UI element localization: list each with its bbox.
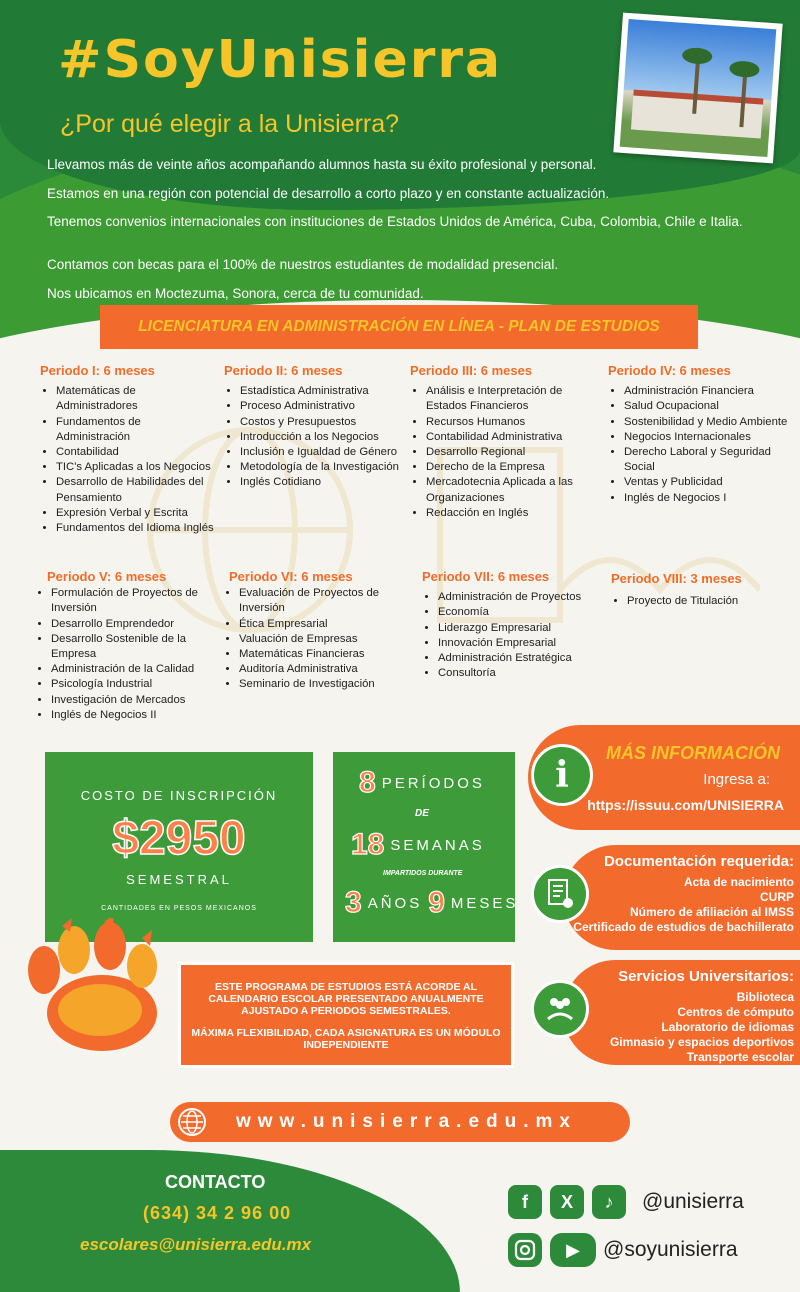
program-banner: LICENCIATURA EN ADMINISTRACIÓN EN LÍNEA - PLAN DE ESTUDIOS: [100, 305, 698, 349]
services-heading: Servicios Universitarios:: [618, 968, 794, 985]
info-icon: i: [531, 744, 593, 806]
people-icon: [531, 980, 589, 1038]
course-item: • Salud Ocupacional: [624, 399, 793, 414]
course-item: • Costos y Presupuestos: [240, 415, 399, 430]
period-title: Periodo IV: 6 meses: [608, 363, 731, 378]
tiktok-icon[interactable]: ♪: [592, 1185, 626, 1219]
course-item: • Investigación de Mercados: [51, 693, 210, 708]
course-item: • Formulación de Proyectos de Inversión: [51, 586, 210, 616]
document-item: CURP: [759, 890, 794, 904]
course-item: • Seminario de Investigación: [239, 677, 398, 692]
course-item: • Economía: [438, 605, 602, 620]
course-item: • Desarrollo de Habilidades del Pensamiento: [56, 475, 215, 505]
document-item: Certificado de estudios de bachillerato: [573, 920, 794, 934]
cost-price: $2950: [112, 812, 246, 865]
document-item: Número de afiliación al IMSS: [629, 905, 794, 919]
notice-text-2: MÁXIMA FLEXIBILIDAD, CADA ASIGNATURA ES UN MÓDULO INDEPENDIENTE: [191, 1027, 501, 1051]
course-item: • Sostenibilidad y Medio Ambiente: [624, 415, 793, 430]
period-title: Periodo III: 6 meses: [410, 363, 533, 378]
period-5: [35, 569, 210, 723]
course-item: • Fundamentos de Administración: [56, 415, 215, 445]
service-item: Transporte escolar: [686, 1050, 794, 1064]
course-item: • Contabilidad: [56, 445, 215, 460]
contact-phone[interactable]: (634) 34 2 96 00: [143, 1203, 292, 1223]
months-number: 9: [428, 886, 445, 919]
period-title: Periodo V: 6 meses: [47, 569, 167, 584]
months-word: MESES: [450, 894, 519, 912]
course-item: • Proceso Administrativo: [240, 399, 399, 414]
course-item: • Ética Empresarial: [239, 617, 398, 632]
periods-word: PERÍODOS: [381, 774, 485, 792]
course-item: • Contabilidad Administrativa: [426, 430, 590, 445]
de-word: DE: [415, 808, 429, 819]
info-heading: MÁS INFORMACIÓN: [606, 743, 780, 763]
facebook-icon[interactable]: f: [508, 1185, 542, 1219]
course-item: • Mercadotecnia Aplicada a las Organizaciones: [426, 475, 590, 505]
course-item: • Consultoría: [438, 666, 602, 681]
course-item: • Expresión Verbal y Escrita: [56, 506, 215, 521]
info-sub: Ingresa a:: [703, 771, 770, 788]
period-title: Periodo II: 6 meses: [224, 363, 343, 378]
youtube-icon[interactable]: ▶: [550, 1233, 596, 1267]
period-3: [410, 363, 590, 521]
course-item: • Redacción en Inglés: [426, 506, 590, 521]
page-subtitle: ¿Por qué elegir a la Unisierra?: [60, 110, 400, 138]
period-1: [40, 363, 215, 536]
document-icon: [531, 865, 589, 923]
course-item: • Administración Financiera: [624, 384, 793, 399]
course-item: • Inclusión e Igualdad de Género: [240, 445, 399, 460]
course-item: • Desarrollo Regional: [426, 445, 590, 460]
period-4: [608, 363, 793, 506]
info-link[interactable]: https://issuu.com/UNISIERRA: [587, 797, 784, 813]
course-item: • TIC's Aplicadas a los Negocios: [56, 460, 215, 475]
course-item: • Innovación Empresarial: [438, 636, 602, 651]
taught-word: IMPARTIDOS DURANTE: [383, 870, 463, 877]
course-item: • Proyecto de Titulación: [627, 594, 791, 609]
course-item: • Matemáticas de Administradores: [56, 384, 215, 414]
period-8: [611, 571, 791, 609]
course-item: • Psicología Industrial: [51, 677, 210, 692]
contact-heading: CONTACTO: [165, 1172, 266, 1192]
reason-2: Estamos en una región con potencial de desarrollo a corto plazo y en constante actualización.: [47, 186, 610, 201]
period-title: Periodo VIII: 3 meses: [611, 571, 742, 586]
years-word: AÑOS: [367, 894, 423, 912]
social-handle-1: @unisierra: [642, 1190, 744, 1213]
course-item: • Administración Estratégica: [438, 651, 602, 666]
page-title: #SoyUnisierra: [58, 30, 503, 90]
course-item: • Valuación de Empresas: [239, 632, 398, 647]
course-item: • Recursos Humanos: [426, 415, 590, 430]
course-item: • Liderazgo Empresarial: [438, 621, 602, 636]
globe-icon: [178, 1108, 206, 1136]
period-title: Periodo VII: 6 meses: [422, 569, 550, 584]
course-item: • Negocios Internacionales: [624, 430, 793, 445]
course-item: • Estadística Administrativa: [240, 384, 399, 399]
periods-number: 8: [359, 766, 376, 799]
reason-4: Contamos con becas para el 100% de nuestros estudiantes de modalidad presencial.: [47, 257, 559, 272]
course-item: • Introducción a los Negocios: [240, 430, 399, 445]
course-item: • Fundamentos del Idioma Inglés: [56, 521, 215, 536]
reason-1: Llevamos más de veinte años acompañando alumnos hasta su éxito profesional y personal.: [47, 157, 597, 172]
contact-email[interactable]: escolares@unisierra.edu.mx: [80, 1235, 312, 1254]
course-item: • Análisis e Interpretación de Estados Financieros: [426, 384, 590, 414]
program-notice: [178, 962, 514, 1068]
social-handle-2: @soyunisierra: [603, 1238, 738, 1261]
period-2: [224, 363, 399, 491]
paw-logo: [22, 918, 162, 1058]
cost-label: COSTO DE INSCRIPCIÓN: [80, 788, 278, 803]
campus-photo: [613, 13, 782, 164]
course-item: • Evaluación de Proyectos de Inversión: [239, 586, 398, 616]
course-item: • Metodología de la Investigación: [240, 460, 399, 475]
period-title: Periodo VI: 6 meses: [229, 569, 353, 584]
x-icon[interactable]: X: [550, 1185, 584, 1219]
cost-note: CANTIDADES EN PESOS MEXICANOS: [101, 905, 257, 912]
cost-box: [45, 752, 313, 942]
reason-5: Nos ubicamos en Moctezuma, Sonora, cerca de tu comunidad.: [47, 286, 424, 301]
service-item: Gimnasio y espacios deportivos: [609, 1035, 794, 1049]
course-item: • Desarrollo Emprendedor: [51, 617, 210, 632]
course-item: • Auditoría Administrativa: [239, 662, 398, 677]
duration-box: [333, 752, 519, 942]
weeks-word: SEMANAS: [390, 836, 485, 854]
course-item: • Administración de Proyectos: [438, 590, 602, 605]
reason-3: Tenemos convenios internacionales con instituciones de Estados Unidos de América, Cuba, Colombia, Chile e Italia.: [47, 214, 743, 229]
service-item: Biblioteca: [736, 990, 794, 1004]
course-item: • Inglés de Negocios II: [51, 708, 210, 723]
period-6: [223, 569, 398, 693]
notice-text-1: ESTE PROGRAMA DE ESTUDIOS ESTÁ ACORDE AL CALENDARIO ESCOLAR PRESENTADO ANUALMENTE AJUSTADO A PERIODOS SEMESTRALES.: [208, 981, 484, 1017]
documents-panel: [563, 845, 800, 950]
course-item: • Matemáticas Financieras: [239, 647, 398, 662]
course-item: • Derecho de la Empresa: [426, 460, 590, 475]
course-item: • Administración de la Calidad: [51, 662, 210, 677]
period-7: [422, 569, 602, 681]
services-panel: [563, 960, 800, 1065]
cost-period: SEMESTRAL: [126, 872, 232, 887]
course-item: • Inglés Cotidiano: [240, 475, 399, 490]
years-number: 3: [345, 886, 362, 919]
service-item: Laboratorio de idiomas: [661, 1020, 794, 1034]
service-item: Centros de cómputo: [677, 1005, 794, 1019]
course-item: • Ventas y Publicidad: [624, 475, 793, 490]
weeks-number: 18: [351, 828, 385, 861]
course-item: • Derecho Laboral y Seguridad Social: [624, 445, 793, 475]
instagram-icon[interactable]: [508, 1233, 542, 1267]
document-item: Acta de nacimiento: [683, 875, 794, 889]
website-link[interactable]: www.unisierra.edu.mx: [170, 1102, 630, 1142]
period-title: Periodo I: 6 meses: [40, 363, 155, 378]
course-item: • Desarrollo Sostenible de la Empresa: [51, 632, 210, 662]
course-item: • Inglés de Negocios I: [624, 491, 793, 506]
documents-heading: Documentación requerida:: [603, 853, 794, 870]
